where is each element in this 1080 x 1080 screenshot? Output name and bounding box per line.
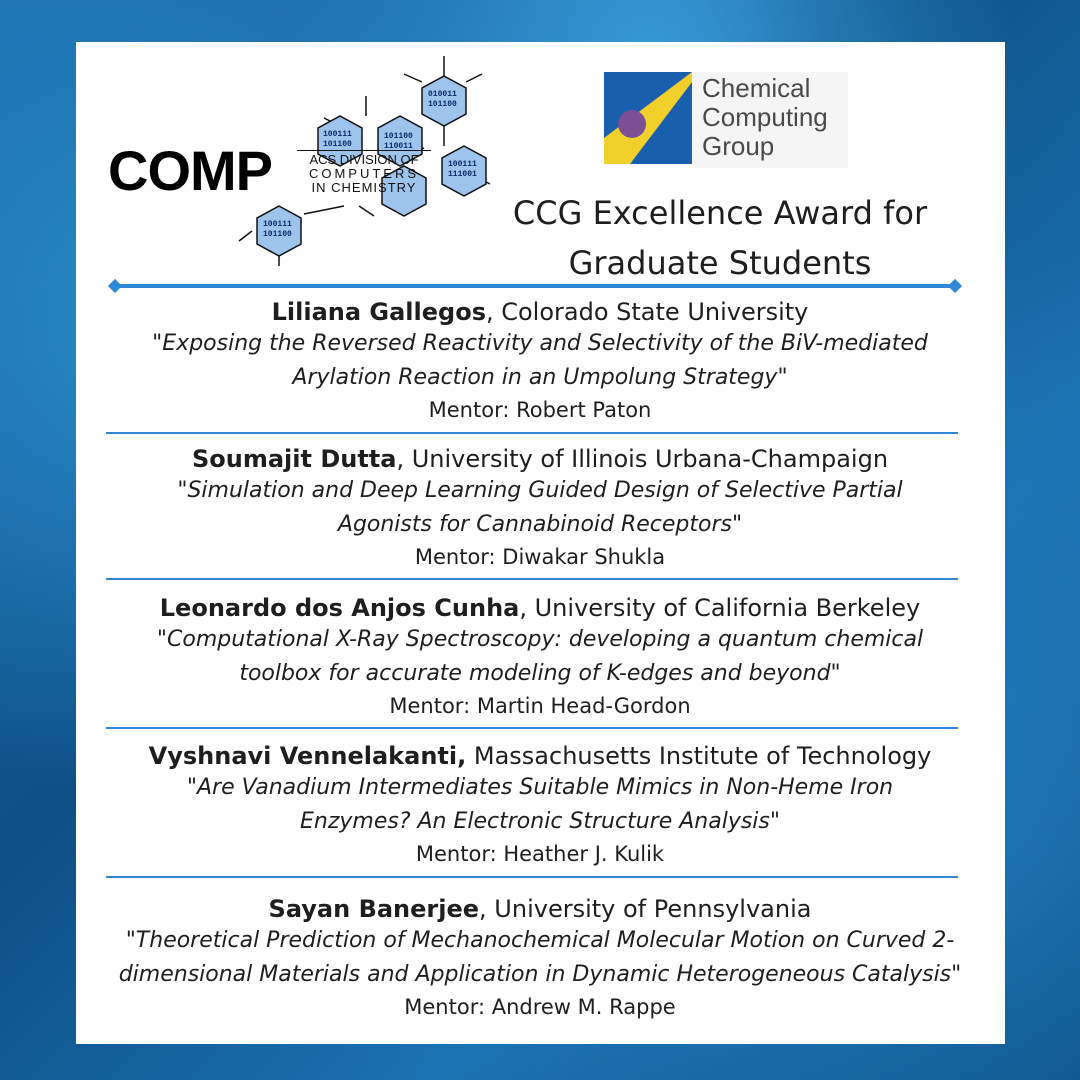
awardee-line [90, 894, 990, 924]
project-title-line-2: Agonists for Cannabinoid Receptors" [337, 512, 743, 537]
mentor: Mentor: Diwakar Shukla [414, 545, 666, 569]
division-line-2: COMPUTERS [308, 166, 420, 181]
entry-divider [106, 578, 958, 580]
awardee-name: Leonardo dos Anjos Cunha [159, 594, 520, 622]
awardee-affiliation: , University of California Berkeley [519, 594, 921, 622]
acs-division-label [297, 150, 431, 195]
project-title-line-1: "Are Vanadium Intermediates Suitable Mimics in Non-Heme Iron [186, 775, 894, 800]
svg-text:101100: 101100 [384, 132, 413, 141]
awardee-affiliation: , Colorado State University [485, 298, 809, 326]
awardee-line [90, 593, 990, 623]
project-title-line-1: "Simulation and Deep Learning Guided Design of Selective Partial [177, 478, 903, 503]
svg-text:101100: 101100 [428, 100, 457, 109]
entry-divider [106, 727, 958, 729]
comp-wordmark: COMP [108, 139, 272, 202]
awardee-affiliation: Massachusetts Institute of Technology [466, 742, 932, 770]
project-title-line-1: "Theoretical Prediction of Mechanochemical Molecular Motion on Curved 2- [125, 928, 955, 953]
mentor: Mentor: Robert Paton [428, 398, 652, 422]
awardee-name: Liliana Gallegos [271, 298, 486, 326]
svg-text:111001: 111001 [448, 170, 477, 179]
awardee-name: Sayan Banerjee [268, 895, 480, 923]
awardee-affiliation: , University of Illinois Urbana-Champaign [396, 445, 889, 473]
entry-divider [106, 876, 958, 878]
ccg-name [702, 74, 828, 161]
awardee-name: Soumajit Dutta [191, 445, 397, 473]
project-title-line-2: toolbox for accurate modeling of K-edges and beyond" [239, 661, 841, 686]
awardee-entry-2 [90, 444, 990, 572]
project-title-line-2: Arylation Reaction in an Umpolung Strategy" [292, 365, 788, 390]
svg-text:101100: 101100 [323, 140, 352, 149]
award-title-line-2: Graduate Students [568, 244, 872, 282]
svg-text:100111: 100111 [448, 160, 477, 169]
division-line-1: ACS DIVISION OF [309, 152, 419, 167]
ccg-name-line-2: Computing [702, 102, 828, 132]
svg-text:100111: 100111 [263, 220, 292, 229]
awardee-line [90, 741, 990, 771]
mentor: Mentor: Heather J. Kulik [415, 842, 665, 866]
awardee-entry-1 [90, 297, 990, 425]
svg-text:110011: 110011 [384, 142, 413, 151]
awardee-affiliation: , University of Pennsylvania [479, 895, 812, 923]
svg-text:100111: 100111 [323, 130, 352, 139]
project-title-line-2: dimensional Materials and Application in Dynamic Heterogeneous Catalysis" [118, 962, 962, 987]
mentor: Mentor: Andrew M. Rappe [404, 995, 676, 1019]
top-divider [116, 284, 954, 288]
awardee-line [90, 297, 990, 327]
ccg-name-line-1: Chemical [702, 73, 811, 103]
mentor: Mentor: Martin Head-Gordon [389, 694, 691, 718]
award-title-line-1: CCG Excellence Award for [512, 194, 928, 232]
svg-text:101100: 101100 [263, 230, 292, 239]
awardee-line [90, 444, 990, 474]
project-title-line-1: "Exposing the Reversed Reactivity and Selectivity of the BiV-mediated [152, 331, 928, 356]
svg-text:010011: 010011 [428, 90, 457, 99]
division-line-3: IN CHEMISTRY [311, 180, 417, 195]
entry-divider [106, 432, 958, 434]
project-title-line-1: "Computational X-Ray Spectroscopy: developing a quantum chemical [156, 627, 924, 652]
awardee-name: Vyshnavi Vennelakanti, [148, 742, 467, 770]
award-title [500, 188, 940, 288]
awardee-entry-4 [90, 741, 990, 869]
awardee-entry-5 [90, 894, 990, 1022]
awardee-entry-3 [90, 593, 990, 721]
project-title-line-2: Enzymes? An Electronic Structure Analysis" [300, 809, 780, 834]
ccg-name-line-3: Group [702, 131, 775, 161]
